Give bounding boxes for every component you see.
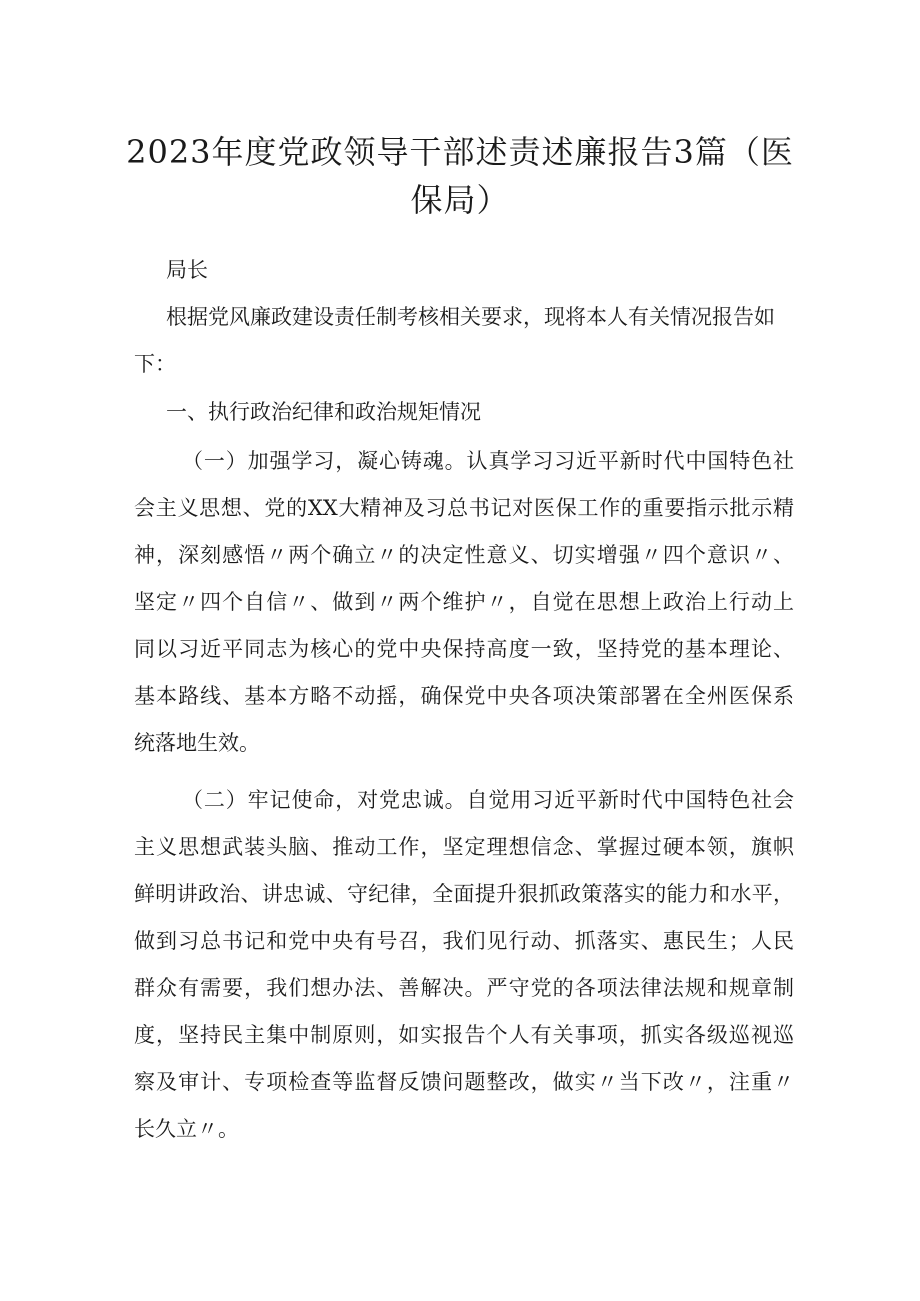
para-1-line: 神，深刻感悟〃两个确立〃的决定性意义、切实增强〃四个意识〃、 <box>134 543 794 567</box>
para-1-line: 同以习近平同志为核心的党中央保持高度一致，坚持党的基本理论、 <box>134 637 794 661</box>
title-line-2: 保局） <box>410 181 510 219</box>
para-1-line: 坚定〃四个自信〃、做到〃两个维护〃，自觉在思想上政治上行动上 <box>134 590 794 614</box>
para-2-line: 察及审计、专项检查等监督反馈问题整改，做实〃当下改〃，注重〃 <box>134 1070 794 1094</box>
title-line-1: 2023年度党政领导干部述责述廉报告3篇（医 <box>126 133 794 171</box>
para-1-line: 基本路线、基本方略不动摇，确保党中央各项决策部署在全州医保系 <box>134 684 794 708</box>
intro-line-1: 根据党风廉政建设责任制考核相关要求，现将本人有关情况报告如 <box>166 305 775 329</box>
para-1-line: （一）加强学习，凝心铸魂。认真学习习近平新时代中国特色社 <box>182 449 794 473</box>
salutation: 局长 <box>166 258 208 282</box>
para-1-line: 会主义思想、党的XX大精神及习总书记对医保工作的重要指示批示精 <box>134 496 794 520</box>
document-title <box>120 128 800 224</box>
para-2-line: 鲜明讲政治、讲忠诚、守纪律，全面提升狠抓政策落实的能力和水平， <box>134 882 794 906</box>
para-1-line: 统落地生效。 <box>134 731 260 755</box>
para-2-line: （二）牢记使命，对党忠诚。自觉用习近平新时代中国特色社会 <box>182 788 794 812</box>
para-2-line: 做到习总书记和党中央有号召，我们见行动、抓落实、惠民生；人民 <box>134 929 794 953</box>
para-2-line: 长久立〃。 <box>134 1117 239 1141</box>
para-2-line: 主义思想武装头脑、推动工作，坚定理想信念、掌握过硬本领，旗帜 <box>134 835 794 859</box>
para-2-line: 群众有需要，我们想办法、善解决。严守党的各项法律法规和规章制 <box>134 976 794 1000</box>
para-2-line: 度，坚持民主集中制原则，如实报告个人有关事项，抓实各级巡视巡 <box>134 1023 794 1047</box>
section-1-heading: 一、执行政治纪律和政治规矩情况 <box>166 400 481 424</box>
intro-line-2: 下： <box>134 352 176 376</box>
